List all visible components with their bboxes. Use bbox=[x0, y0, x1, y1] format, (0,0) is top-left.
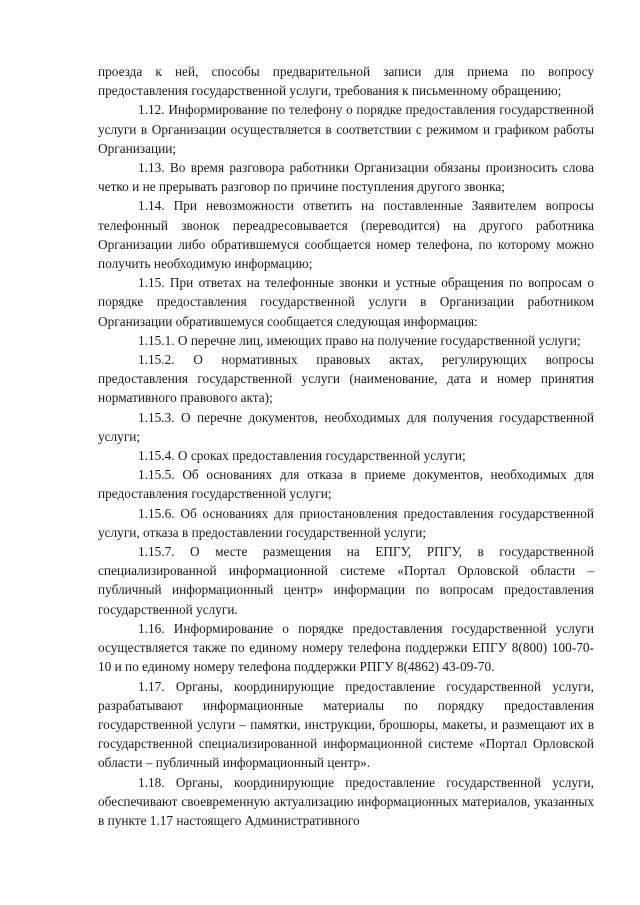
paragraph-1-16: 1.16. Информирование о порядке предоставления государственной услуги осуществляется также по единому номеру телефона поддержки ЕПГУ 8(800) 100-70-10 и по единому номеру телефона поддержки РПГУ 8(4862) 43-09-70. bbox=[98, 620, 594, 675]
paragraph-1-15-4: 1.15.4. О сроках предоставления государственной услуги; bbox=[138, 448, 466, 464]
paragraph-1-15-1: 1.15.1. О перечне лиц, имеющих право на получение государственной услуги; bbox=[138, 332, 581, 348]
paragraph-1-13: 1.13. Во время разговора работники Организации обязаны произносить слова четко и не прерывать разговор по причине поступления другого звонка; bbox=[98, 160, 594, 195]
paragraph-1-15-5: 1.15.5. Об основаниях для отказа в приеме документов, необходимых для предоставления государственной услуги; bbox=[98, 467, 594, 502]
paragraph-1-18: 1.18. Органы, координирующие предоставление государственной услуги, обеспечивают своевременную актуализацию информационных материалов, указанных в пункте 1.17 настоящего Административного bbox=[98, 774, 594, 828]
paragraph-1-15-6: 1.15.6. Об основаниях для приостановления предоставления государственной услуги, отказа в предоставлении государственной услуги; bbox=[98, 505, 594, 540]
paragraph-1-15-3: 1.15.3. О перечне документов, необходимых для получения государственной услуги; bbox=[98, 409, 594, 444]
paragraph-1-14: 1.14. При невозможности ответить на поставленные Заявителем вопросы телефонный звонок переадресовывается (переводится) на другого работника Организации либо обратившемуся сообщается номер телефона, по которому можно получить необходимую информацию; bbox=[98, 198, 594, 272]
paragraph-continuation: проезда к ней, способы предварительной записи для приема по вопросу предоставления государственной услуги, требования к письменному обращению; bbox=[98, 64, 594, 99]
paragraph-1-15: 1.15. При ответах на телефонные звонки и устные обращения по вопросам о порядке предоставления государственной услуги в Организации работником Организации обратившемуся сообщается следующая информация: bbox=[98, 275, 594, 329]
document-body bbox=[98, 62, 594, 830]
paragraph-1-15-7: 1.15.7. О месте размещения на ЕПГУ, РПГУ, в государственной специализированной информационной системе «Портал Орловской области – публичный информационный центр» информации по вопросам предоставления государственной услуги. bbox=[98, 544, 594, 617]
paragraph-1-17: 1.17. Органы, координирующие предоставление государственной услуги, разрабатывают информационные материалы по порядку предоставления государственной услуги – памятки, инструкции, брошюры, макеты, и размещают их в государственной специализированной информационной системе «Портал Орловской области – публичный информационный центр». bbox=[98, 678, 594, 771]
paragraph-1-15-2: 1.15.2. О нормативных правовых актах, регулирующих вопросы предоставления государственной услуги (наименование, дата и номер принятия нормативного правового акта); bbox=[98, 352, 594, 406]
paragraph-1-12: 1.12. Информирование по телефону о порядке предоставления государственной услуги в Организации осуществляется в соответствии с режимом и графиком работы Организации; bbox=[98, 102, 594, 156]
